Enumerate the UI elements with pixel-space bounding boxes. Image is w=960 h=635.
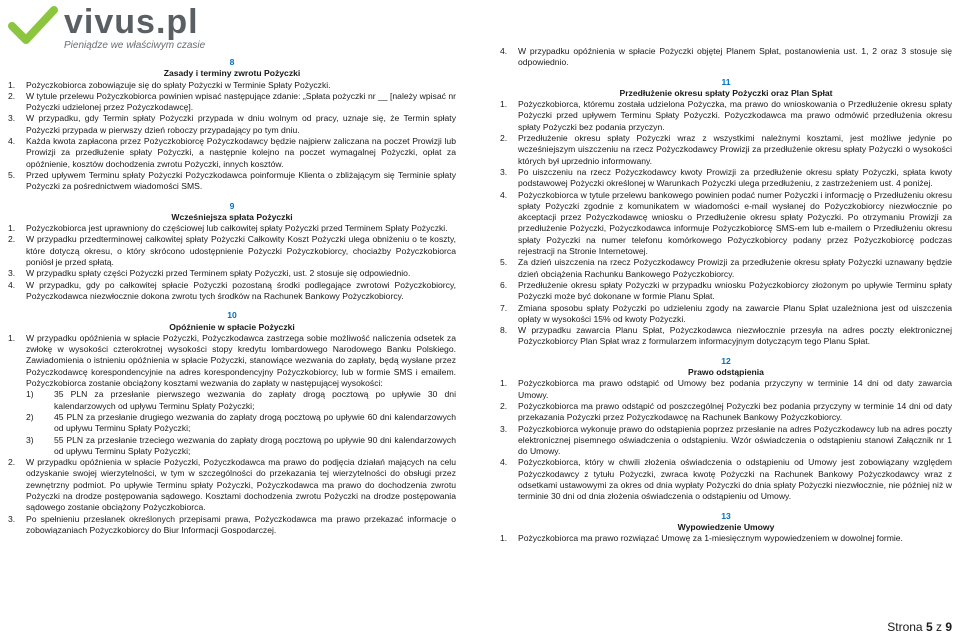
item-number: 2) <box>26 411 34 422</box>
item-number: 1. <box>500 99 508 110</box>
item-text: Pożyczkobiorca jest uprawniony do częściowej lub całkowitej spłaty Pożyczki przed Terminem Spłaty Pożyczki. <box>26 223 448 234</box>
right-column <box>500 46 952 544</box>
section-title: Prawo odstąpienia <box>688 367 764 378</box>
item-text: Przedłużenie okresu spłaty Pożyczki w przypadku wniosku Pożyczkobiorcy złożonym po upływie Terminu spłaty Pożyczki może być dokonane w formie Planu Spłat. <box>518 279 952 302</box>
item-text: W przypadku opóźnienia w spłacie Pożyczki, Pożyczkodawca zastrzega sobie możliwość naliczenia odsetek za zwłokę w wysokości czterokrotnej wysokości stopy kredytu lombardowego Narodowego Banku Polskiego. Zawiadomienia o istnieniu opóźnienia w spłacie Pożyczki, stanowiące wezwania do zapłaty, będą wysłane przez Pożyczkodawcę korespondencyjnie na adres korespondencyjny Pożyczkobiorcy, lub w formie SMS i emailem. Pożyczkobiorca zostanie obciążony kosztami wezwania do zapłaty w następującej wysokości: <box>26 332 456 389</box>
list-item <box>8 514 456 537</box>
item-text: Pożyczkobiorca wykonuje prawo do odstąpienia poprzez przesłanie na adres Pożyczkodawcy lub na adres poczty elektronicznej pisemnego oświadczenia o odstąpieniu. Wzór oświadczenia o odstąpieniu stanowi Załącznik nr 1 do Umowy. <box>518 423 952 457</box>
item-number: 3. <box>8 113 16 124</box>
item-text: Przedłużenie okresu spłaty Pożyczki wraz z wszystkimi należnymi kosztami, jest możliwe jedynie po wcześniejszym uiszczeniu na rzecz Pożyczkodawcy Prowizji za przedłużenie okresu spłaty Pożyczki o wysokości których był uprzednio informowany. <box>518 133 952 166</box>
item-number: 3. <box>500 423 508 434</box>
item-number: 4. <box>500 189 508 200</box>
sub-list-item <box>26 389 456 412</box>
list-item <box>500 303 952 326</box>
section-title: Przedłużenie okresu spłaty Pożyczki oraz Plan Spłat <box>619 87 833 98</box>
item-number: 2. <box>500 400 508 411</box>
item-number: 5. <box>8 169 16 180</box>
item-number: 1. <box>8 79 16 90</box>
sub-list-item <box>26 435 456 458</box>
section-number: 8 <box>229 57 235 67</box>
list-item <box>8 223 456 234</box>
item-number: 1. <box>8 332 16 343</box>
list-item <box>500 325 952 348</box>
list-item <box>500 280 952 303</box>
list-item <box>500 424 952 458</box>
item-number: 1. <box>500 378 508 389</box>
list-item <box>500 99 952 133</box>
item-text: W przypadku, gdy Termin spłaty Pożyczki przypada w dniu wolnym od pracy, uznaje się, że Termin spłaty Pożyczki przypada w pierwszy dzień roboczy przypadający po tym dniu. <box>26 113 456 135</box>
item-text: Za dzień uiszczenia na rzecz Pożyczkodawcy Prowizji za przedłużenie okresu spłaty Pożyczki uznawany będzie dzień obciążenia Rachunku Bankowego Pożyczkobiorcy. <box>518 257 952 279</box>
list-item <box>8 113 456 136</box>
section-number: 12 <box>721 355 731 366</box>
logo-tagline: Pieniądze we właściwym czasie <box>64 40 206 51</box>
page-footer <box>887 620 952 634</box>
item-text: W przypadku opóźnienia w spłacie Pożyczki, Pożyczkodawca ma prawo do podjęcia działań mających na celu odzyskanie swojej wierzytelności, w tym w szczególności do przekazania tej wierzytelności do obsługi przez zewnętrzny podmiot. Po upływie Terminu spłaty Pożyczki, Pożyczkodawca ma prawo do dochodzenia zwrotu Pożyczki na drodze postępowania sądowego. Kosztami dochodzenia zwrotu Pożyczki na drodze postępowania sądowego zostanie obciążony Pożyczkobiorca. <box>26 457 456 513</box>
section-number: 9 <box>229 200 235 211</box>
list-item <box>500 378 952 401</box>
list-item <box>500 190 952 258</box>
item-text: Pożyczkobiorca, któremu została udzielona Pożyczka, ma prawo do wnioskowania o Przedłużenie okresu spłaty Pożyczki przed upływem Terminu Spłaty Pożyczki. Pożyczkodawca ma prawo odmówić przedłużenia okresu spłaty Pożyczki bez podania przyczyn. <box>518 99 952 132</box>
section-title: Wypowiedzenie Umowy <box>677 521 775 532</box>
list-item <box>500 457 952 502</box>
list-item <box>500 257 952 280</box>
item-text: Pożyczkobiorca zobowiązuje się do spłaty Pożyczki w Terminie Spłaty Pożyczki. <box>26 79 331 90</box>
list-item <box>500 133 952 167</box>
item-text: Po spełnieniu przesłanek określonych przepisami prawa, Pożyczkodawca ma prawo przekazać informacje o zobowiązaniach Pożyczkobiorcy do Biur Informacji Gospodarczej. <box>26 513 456 535</box>
item-text: Każda kwota zapłacona przez Pożyczkobiorcę Pożyczkodawcy będzie najpierw zaliczana na poczet Prowizji lub Prowizji za przedłużenie spłaty Pożyczki, a następnie kolejno na poczet wymagalnej Pożyczki, opłat za opóźnienie, kosztów dochodzenia zwrotu Pożyczki, innych kosztów. <box>26 136 456 169</box>
footer-prefix: Strona <box>887 620 926 634</box>
item-number: 5. <box>500 257 508 268</box>
item-text: 55 PLN za przesłanie trzeciego wezwania do zapłaty drogą pocztową po upływie 90 dni kalendarzowych od upływu Terminu Spłaty Pożyczki; <box>54 434 456 456</box>
section-title: Opóźnienie w spłacie Pożyczki <box>169 321 295 332</box>
list-item <box>8 170 456 193</box>
list-item <box>500 401 952 424</box>
item-text: W tytule przelewu Pożyczkobiorca powinien wpisać następujące zdanie: „Spłata pożyczki nr __ [należy wpisać nr Pożyczki udzielonej przez Pożyczkodawcę]. <box>26 90 456 113</box>
footer-page: 5 <box>925 620 933 634</box>
item-number: 2. <box>8 90 16 101</box>
item-text: Pożyczkobiorca ma prawo odstąpić od Umowy bez podania przyczyny w terminie 14 dni od daty zawarcia Umowy. <box>518 378 952 400</box>
item-number: 4. <box>500 457 508 468</box>
item-number: 3) <box>26 434 34 445</box>
list-item <box>8 80 456 91</box>
footer-total: 9 <box>945 620 952 634</box>
list-item <box>8 280 456 303</box>
item-number: 1) <box>26 389 34 400</box>
item-text: Zmiana sposobu spłaty Pożyczki po udzieleniu zgody na zawarcie Planu Spłat uzależniona jest od uiszczenia opłaty w wysokości 15% od kwoty Pożyczki. <box>518 302 952 324</box>
list-item <box>8 457 456 513</box>
section-title: Wcześniejsza spłata Pożyczki <box>171 211 293 222</box>
list-item <box>500 533 952 544</box>
list-item <box>8 234 456 268</box>
section-number: 11 <box>721 76 731 87</box>
item-number: 3. <box>500 166 508 177</box>
item-text: W przypadku spłaty części Pożyczki przed Terminem spłaty Pożyczki, ust. 2 stosuje się odpowiednio. <box>26 268 411 279</box>
vivus-logo <box>8 3 206 51</box>
item-number: 7. <box>500 302 508 313</box>
list-item <box>500 46 952 69</box>
item-text: 35 PLN za przesłanie pierwszego wezwania do zapłaty drogą pocztową po upływie 30 dni kalendarzowych od upływu Terminu Spłaty Pożyczki; <box>54 389 456 411</box>
footer-mid: z <box>932 620 946 634</box>
section-title: Zasady i terminy zwrotu Pożyczki <box>163 68 301 79</box>
item-number: 1. <box>500 533 508 544</box>
logo-brand: vivus.pl <box>64 3 199 41</box>
item-number: 2. <box>500 133 508 144</box>
item-number: 2. <box>8 234 16 245</box>
left-column <box>8 57 456 536</box>
section-number: 10 <box>227 310 237 321</box>
item-number: 3. <box>8 268 16 279</box>
item-number: 3. <box>8 513 16 524</box>
item-text: Pożyczkobiorca, który w chwili złożenia oświadczenia o odstąpieniu od Umowy jest zobowiązany względem Pożyczkodawcy z tytułu Pożyczki, zwraca kwotę Pożyczki na Rachunek Bankowy Pożyczkodawcy wraz z odsetkami ustawowymi za okres od dnia wypłaty Pożyczki do dnia spłaty Pożyczki niezwłocznie, nie później niż w terminie 30 dni od dnia złożenia oświadczenia o odstąpieniu od Umowy. <box>518 457 952 502</box>
item-text: W przypadku przedterminowej całkowitej spłaty Pożyczki Całkowity Koszt Pożyczki ulega obniżeniu o te koszty, które dotyczą okresu, o który skrócono udostępnienie Pożyczki Pożyczkobiorcy, chociażby Pożyczkobiorca poniósł je przed spłatą. <box>26 234 456 268</box>
item-number: 4. <box>8 279 16 290</box>
sub-list-item <box>26 412 456 435</box>
list-item <box>8 136 456 170</box>
section-number: 13 <box>721 510 731 521</box>
logo-checkmark-icon <box>8 6 58 46</box>
item-text: Pożyczkobiorca w tytule przelewu bankowego powinien podać numer Pożyczki i informację o Przedłużeniu okresu spłaty Pożyczki zgodnie z komunikatem w wiadomości e-mail wysłanej do Pożyczkobiorcy niezwłocznie po akceptacji przez Pożyczkodawcę wniosku o Przedłużenie okresu spłaty Pożyczki. Po otrzymaniu Prowizji za przedłużenie Pożyczki, Pożyczkodawca informuje Pożyczkobiorcę SMS-em lub e-mailem o Przedłużeniu okresu spłaty Pożyczki na numer telefonu komórkowego Pożyczkobiorcy podany przez Pożyczkobiorcę podczas rejestracji na Stronie Internetowej. <box>518 189 952 257</box>
item-number: 8. <box>500 325 508 336</box>
list-item <box>8 333 456 389</box>
item-text: Po uiszczeniu na rzecz Pożyczkodawcy kwoty Prowizji za przedłużenie okresu spłaty Pożyczki, spłata kwoty podstawowej Pożyczki określonej w Warunkach Pożyczki ulega przedłużeniu, z zastrzeżeniem ust. 4 poniżej. <box>518 166 952 189</box>
item-number: 1. <box>8 223 16 234</box>
list-item <box>8 91 456 114</box>
item-text: W przypadku, gdy po całkowitej spłacie Pożyczki pozostaną środki podlegające zwrotowi Pożyczkobiorcy, Pożyczkodawca niezwłocznie dokona zwrotu tych środków na Rachunek Bankowy Pożyczkobiorcy. <box>26 279 456 301</box>
item-text: W przypadku opóźnienia w spłacie Pożyczki objętej Planem Spłat, postanowienia ust. 1, 2 oraz 3 stosuje się odpowiednio. <box>518 46 952 68</box>
list-item <box>8 268 456 279</box>
item-number: 4. <box>8 136 16 147</box>
item-text: 45 PLN za przesłanie drugiego wezwania do zapłaty drogą pocztową po upływie 60 dni kalendarzowych od upływu Terminu Spłaty Pożyczki; <box>54 411 456 434</box>
list-item <box>500 167 952 190</box>
item-text: Przed upływem Terminu spłaty Pożyczki Pożyczkodawca poinformuje Klienta o zbliżającym się Terminie spłaty Pożyczki za pośrednictwem wiadomości SMS. <box>26 169 456 192</box>
item-number: 2. <box>8 457 16 468</box>
item-number: 6. <box>500 279 508 290</box>
item-text: W przypadku zawarcia Planu Spłat, Pożyczkodawca niezwłocznie przesyła na adres poczty elektronicznej Pożyczkobiorcy Plan Spłat wraz z formularzem informacyjnym dotyczącym tego Planu Spłat. <box>518 325 952 347</box>
item-text: Pożyczkobiorca ma prawo rozwiązać Umowę za 1-miesięcznym wypowiedzeniem w dowolnej formie. <box>518 533 903 544</box>
item-text: Pożyczkobiorca ma prawo odstąpić od poszczególnej Pożyczki bez podania przyczyny w terminie 14 dni od daty przekazania Pożyczki przez Pożyczkodawcę na Rachunek Bankowy Pożyczkobiorcy. <box>518 400 952 423</box>
item-number: 4. <box>500 46 508 56</box>
